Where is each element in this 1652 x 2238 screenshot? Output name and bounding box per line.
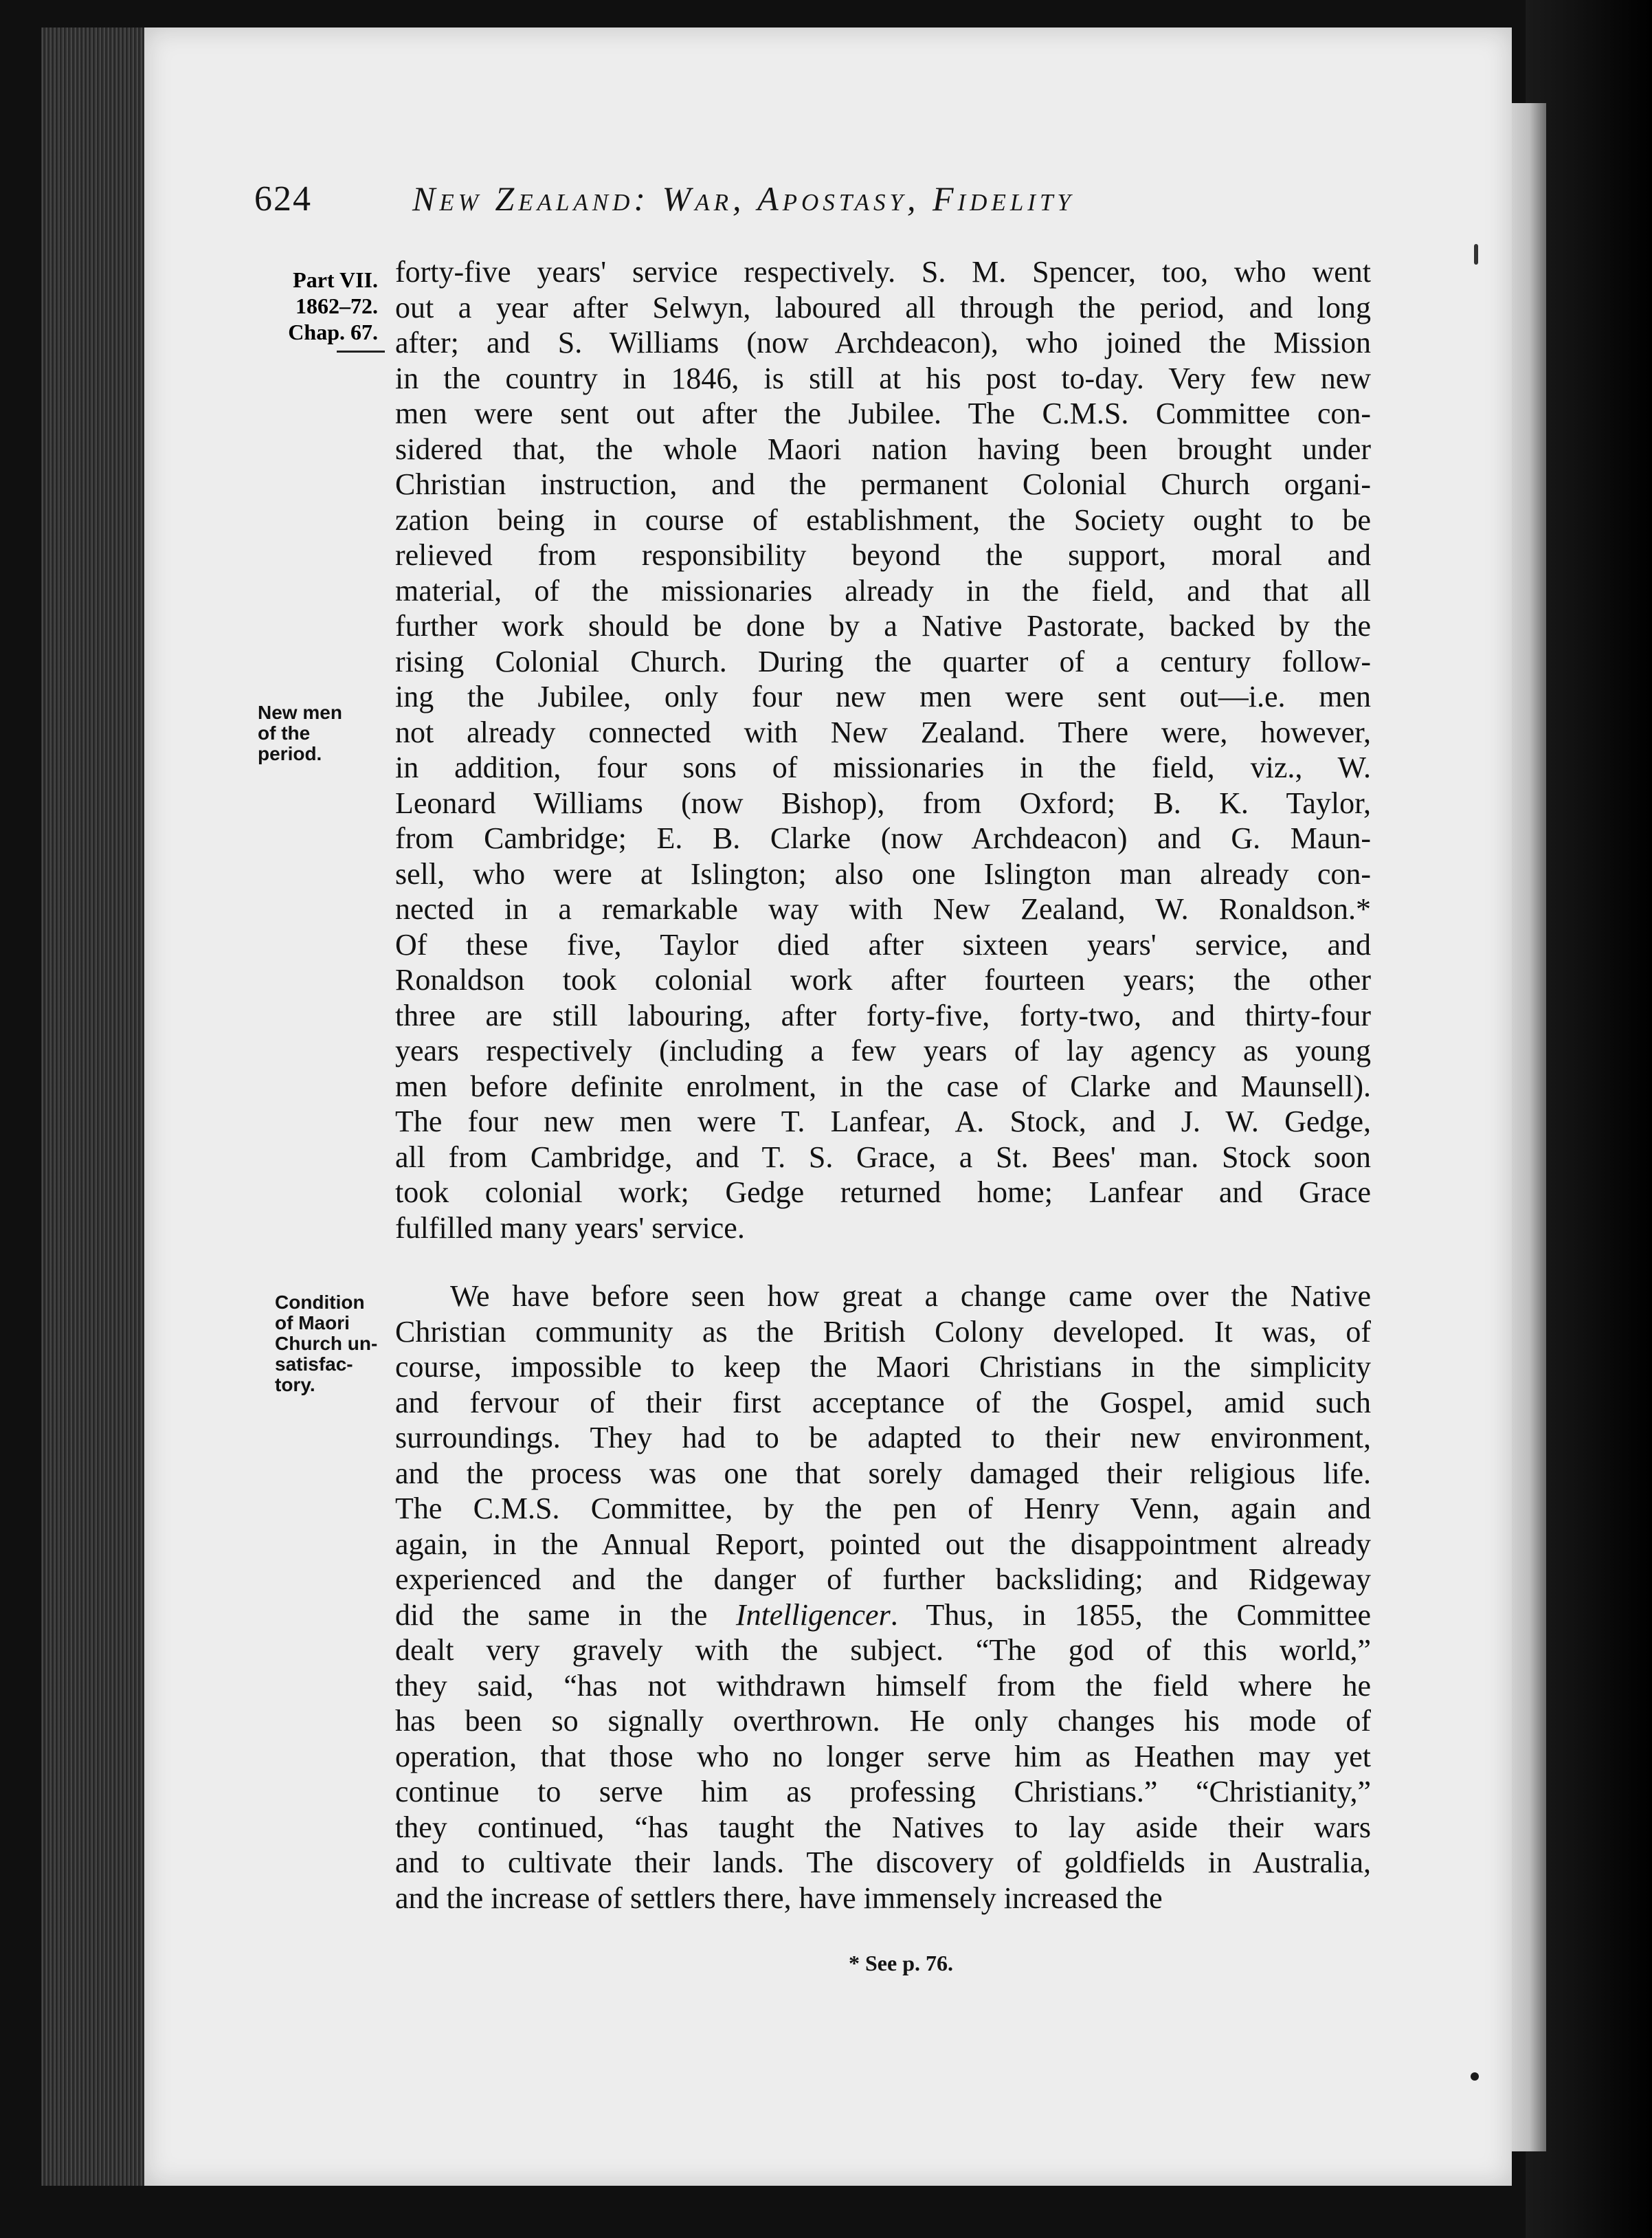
page-header	[254, 158, 1354, 220]
sidenote-condition	[275, 1292, 377, 1395]
text-line: nected in a remarkable way with New Zealand, W. Ronaldson.*	[395, 892, 1371, 926]
text-line: rising Colonial Church. During the quarter of a century follow-	[395, 644, 1371, 678]
text-line: We have before seen how great a change came over the Native	[450, 1279, 1371, 1313]
text-line: they continued, “has taught the Natives to lay aside their wars	[395, 1810, 1371, 1844]
sidenote-line: Church un-	[275, 1333, 378, 1354]
text-line: years respectively (including a few years of lay agency as young	[395, 1034, 1371, 1067]
text-line: men were sent out after the Jubilee. The C.M.S. Committee con-	[395, 397, 1371, 430]
text-line: has been so signally overthrown. He only changes his mode of	[395, 1704, 1371, 1738]
text-line: operation, that those who no longer serve him as Heathen may yet	[395, 1739, 1371, 1773]
text-line: out a year after Selwyn, laboured all through the period, and long	[395, 290, 1371, 324]
text-line: Christian instruction, and the permanent Colonial Church organi-	[395, 467, 1371, 501]
text-line: Leonard Williams (now Bishop), from Oxford; B. K. Taylor,	[395, 786, 1371, 820]
scan-mark	[1474, 244, 1478, 265]
text-line: in the country in 1846, is still at his post to-day. Very few new	[395, 361, 1371, 395]
running-title: New Zealand: War, Apostasy, Fidelity	[412, 179, 1075, 218]
paragraph-gap	[395, 1245, 1371, 1278]
sidenote-new-men	[258, 702, 342, 764]
text-line: again, in the Annual Report, pointed out the disappointment already	[395, 1527, 1371, 1561]
text-line: Ronaldson took colonial work after fourteen years; the other	[395, 963, 1371, 997]
text-line: and the increase of settlers there, have immensely increased the	[395, 1881, 1163, 1915]
scan-mark	[1471, 2072, 1479, 2081]
text-line: men before definite enrolment, in the case of Clarke and Maunsell).	[395, 1069, 1371, 1103]
book-page-edges	[41, 27, 151, 2186]
sidenote-line: period.	[258, 743, 322, 764]
sidenote-line: satisfac-	[275, 1353, 353, 1375]
text-line: continue to serve him as professing Christians.” “Christianity,”	[395, 1775, 1371, 1808]
sidenote-line: New men	[258, 702, 342, 723]
text-line: not already connected with New Zealand. There were, however,	[395, 715, 1371, 749]
text-line: The four new men were T. Lanfear, A. Stock, and J. W. Gedge,	[395, 1105, 1371, 1138]
text-line: sell, who were at Islington; also one Islington man already con-	[395, 856, 1371, 891]
text-line: from Cambridge; E. B. Clarke (now Archdeacon) and G. Maun-	[395, 821, 1371, 855]
sidenote-line: Chap. 67.	[288, 320, 378, 344]
periodical-title: Intelligencer	[735, 1597, 891, 1632]
text-line: further work should be done by a Native Pastorate, backed by the	[395, 609, 1371, 643]
sidenote-line: Condition	[275, 1292, 365, 1313]
text-line: in addition, four sons of missionaries in the field, viz., W.	[395, 751, 1371, 784]
sidenote-rule	[337, 351, 385, 353]
text-line: Christian community as the British Colony developed. It was, of	[395, 1314, 1371, 1349]
text-line: after; and S. Williams (now Archdeacon), who joined the Mission	[395, 326, 1371, 359]
text-line: forty-five years' service respectively. S. M. Spencer, too, who went	[395, 255, 1371, 289]
text-line: course, impossible to keep the Maori Christians in the simplicity	[395, 1350, 1371, 1384]
text-line: zation being in course of establishment, the Society ought to be	[395, 502, 1371, 537]
text-line: all from Cambridge, and T. S. Grace, a St. Bees' man. Stock soon	[395, 1140, 1371, 1174]
text-line: and fervour of their first acceptance of the Gospel, amid such	[395, 1385, 1371, 1419]
text-line: Of these five, Taylor died after sixteen years' service, and	[395, 927, 1371, 962]
text-line: material, of the missionaries already in the field, and that all	[395, 573, 1371, 608]
sidenote-line: tory.	[275, 1374, 315, 1395]
text-line: ing the Jubilee, only four new men were sent out—i.e. men	[395, 680, 1371, 713]
page-number: 624	[254, 179, 312, 219]
text-line: took colonial work; Gedge returned home; Lanfear and Grace	[395, 1175, 1371, 1209]
sidenote-part	[247, 267, 378, 353]
text-line: relieved from responsibility beyond the support, moral and	[395, 538, 1371, 572]
text-line: fulfilled many years' service.	[395, 1210, 745, 1245]
sidenote-line: 1862–72.	[295, 293, 378, 318]
text-line: three are still labouring, after forty-five, forty-two, and thirty-four	[395, 998, 1371, 1032]
paragraph-condition	[395, 1278, 1371, 1916]
sidenote-line: of Maori	[275, 1312, 350, 1333]
sidenote-line: of the	[258, 722, 311, 744]
text-line: they said, “has not withdrawn himself from the field where he	[395, 1668, 1371, 1703]
text-line: did the same in the Intelligencer. Thus, in 1855, the Committee	[395, 1597, 1371, 1632]
text-line: surroundings. They had to be adapted to their new environment,	[395, 1421, 1371, 1454]
text-line: sidered that, the whole Maori nation having been brought under	[395, 432, 1371, 466]
main-text	[395, 254, 1371, 1916]
sidenote-line: Part VII.	[293, 267, 378, 292]
text-line: dealt very gravely with the subject. “The god of this world,”	[395, 1633, 1371, 1667]
text-line: The C.M.S. Committee, by the pen of Henry Venn, again and	[395, 1492, 1371, 1525]
text-line: and to cultivate their lands. The discovery of goldfields in Australia,	[395, 1846, 1371, 1879]
text-line: experienced and the danger of further backsliding; and Ridgeway	[395, 1562, 1371, 1596]
footnote: * See p. 76.	[849, 1951, 953, 1975]
paragraph-staff	[395, 254, 1371, 1245]
text-line: and the process was one that sorely damaged their religious life.	[395, 1456, 1371, 1490]
